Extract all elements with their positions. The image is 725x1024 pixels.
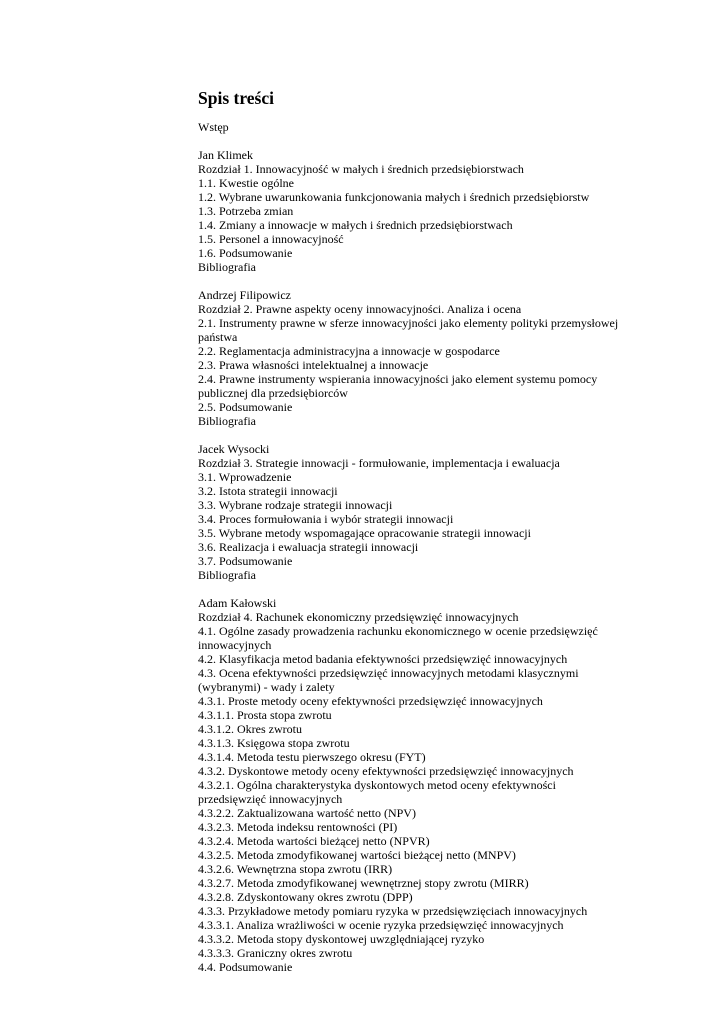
toc-entry: Rozdział 4. Rachunek ekonomiczny przedsięwzięć innowacyjnych (198, 610, 519, 624)
toc-entry: 4.3. Ocena efektywności przedsięwzięć innowacyjnych metodami klasycznymi (198, 666, 579, 680)
section-spacer (198, 428, 628, 442)
toc-entry: 1.6. Podsumowanie (198, 246, 293, 260)
section-author: Andrzej Filipowicz (198, 288, 291, 302)
toc-entry: 1.1. Kwestie ogólne (198, 176, 294, 190)
toc-entry: 2.3. Prawa własności intelektualnej a innowacje (198, 358, 429, 372)
toc-entry: Bibliografia (198, 568, 256, 582)
toc-entry: 4.3.2.1. Ogólna charakterystyka dyskontowych metod oceny efektywności (198, 778, 556, 792)
toc-entry: Rozdział 2. Prawne aspekty oceny innowacyjności. Analiza i ocena (198, 302, 522, 316)
toc-entry: 4.3.1.1. Prosta stopa zwrotu (198, 708, 332, 722)
section-spacer (198, 582, 628, 596)
toc-entry: 3.2. Istota strategii innowacji (198, 484, 338, 498)
toc-entry: 4.3.3.3. Graniczny okres zwrotu (198, 946, 353, 960)
toc-entry: 4.3.3. Przykładowe metody pomiaru ryzyka w przedsięwzięciach innowacyjnych (198, 904, 588, 918)
section-spacer (198, 134, 628, 148)
toc-entry: 4.3.3.2. Metoda stopy dyskontowej uwzględniającej ryzyko (198, 932, 485, 946)
toc-entry: 4.3.2.5. Metoda zmodyfikowanej wartości bieżącej netto (MNPV) (198, 848, 516, 862)
toc-entry: 3.7. Podsumowanie (198, 554, 293, 568)
toc-entry: 4.3.3.1. Analiza wrażliwości w ocenie ryzyka przedsięwzięć innowacyjnych (198, 918, 564, 932)
intro-entry: Wstęp (198, 120, 229, 134)
toc-entry: (wybranymi) - wady i zalety (198, 680, 335, 694)
section-author: Jan Klimek (198, 148, 253, 162)
toc-entry: Bibliografia (198, 414, 256, 428)
toc-entry: 4.3.2.3. Metoda indeksu rentowności (PI) (198, 820, 398, 834)
toc-entry: 1.5. Personel a innowacyjność (198, 232, 344, 246)
page-title: Spis treści (198, 88, 274, 108)
section-author: Jacek Wysocki (198, 442, 270, 456)
toc-entry: 2.5. Podsumowanie (198, 400, 293, 414)
toc-entry: 4.3.2.8. Zdyskontowany okres zwrotu (DPP) (198, 890, 413, 904)
section-author: Adam Kałowski (198, 596, 277, 610)
toc-entry: 4.3.1.3. Księgowa stopa zwrotu (198, 736, 350, 750)
toc-entry: 3.4. Proces formułowania i wybór strategii innowacji (198, 512, 454, 526)
toc-entry: 3.6. Realizacja i ewaluacja strategii innowacji (198, 540, 419, 554)
toc-entry: Bibliografia (198, 260, 256, 274)
toc-entry: 4.3.2.2. Zaktualizowana wartość netto (NPV) (198, 806, 416, 820)
toc-entry: państwa (198, 330, 238, 344)
toc-entry: innowacyjnych (198, 638, 272, 652)
toc-entry: publicznej dla przedsiębiorców (198, 386, 348, 400)
toc-entry: 4.1. Ogólne zasady prowadzenia rachunku ekonomicznego w ocenie przedsięwzięć (198, 624, 598, 638)
toc-entry: Rozdział 1. Innowacyjność w małych i średnich przedsiębiorstwach (198, 162, 524, 176)
toc-entry: 4.3.1.2. Okres zwrotu (198, 722, 302, 736)
toc-entry: 3.3. Wybrane rodzaje strategii innowacji (198, 498, 393, 512)
toc-entry: 4.3.1. Proste metody oceny efektywności przedsięwzięć innowacyjnych (198, 694, 543, 708)
toc-entry: przedsięwzięć innowacyjnych (198, 792, 343, 806)
section-spacer (198, 274, 628, 288)
toc-entry: Rozdział 3. Strategie innowacji - formułowanie, implementacja i ewaluacja (198, 456, 560, 470)
toc-entry: 2.4. Prawne instrumenty wspierania innowacyjności jako element systemu pomocy (198, 372, 598, 386)
toc-entry: 4.3.2.6. Wewnętrzna stopa zwrotu (IRR) (198, 862, 393, 876)
toc-entry: 4.3.2.4. Metoda wartości bieżącej netto (NPVR) (198, 834, 430, 848)
toc-entry: 1.3. Potrzeba zmian (198, 204, 294, 218)
toc-sections (198, 134, 628, 974)
toc-entry: 4.3.2.7. Metoda zmodyfikowanej wewnętrznej stopy zwrotu (MIRR) (198, 876, 529, 890)
toc-entry: 3.5. Wybrane metody wspomagające opracowanie strategii innowacji (198, 526, 531, 540)
toc-entry: 1.2. Wybrane uwarunkowania funkcjonowania małych i średnich przedsiębiorstw (198, 190, 590, 204)
toc-entry: 2.1. Instrumenty prawne w sferze innowacyjności jako elementy polityki przemysłowej (198, 316, 619, 330)
toc-entry: 4.2. Klasyfikacja metod badania efektywności przedsięwzięć innowacyjnych (198, 652, 568, 666)
toc-entry: 2.2. Reglamentacja administracyjna a innowacje w gospodarce (198, 344, 500, 358)
toc-entry: 4.4. Podsumowanie (198, 960, 293, 974)
toc-entry: 3.1. Wprowadzenie (198, 470, 292, 484)
table-of-contents-page (198, 86, 628, 974)
toc-entry: 4.3.1.4. Metoda testu pierwszego okresu (FYT) (198, 750, 426, 764)
toc-entry: 1.4. Zmiany a innowacje w małych i średnich przedsiębiorstwach (198, 218, 513, 232)
toc-entry: 4.3.2. Dyskontowe metody oceny efektywności przedsięwzięć innowacyjnych (198, 764, 574, 778)
